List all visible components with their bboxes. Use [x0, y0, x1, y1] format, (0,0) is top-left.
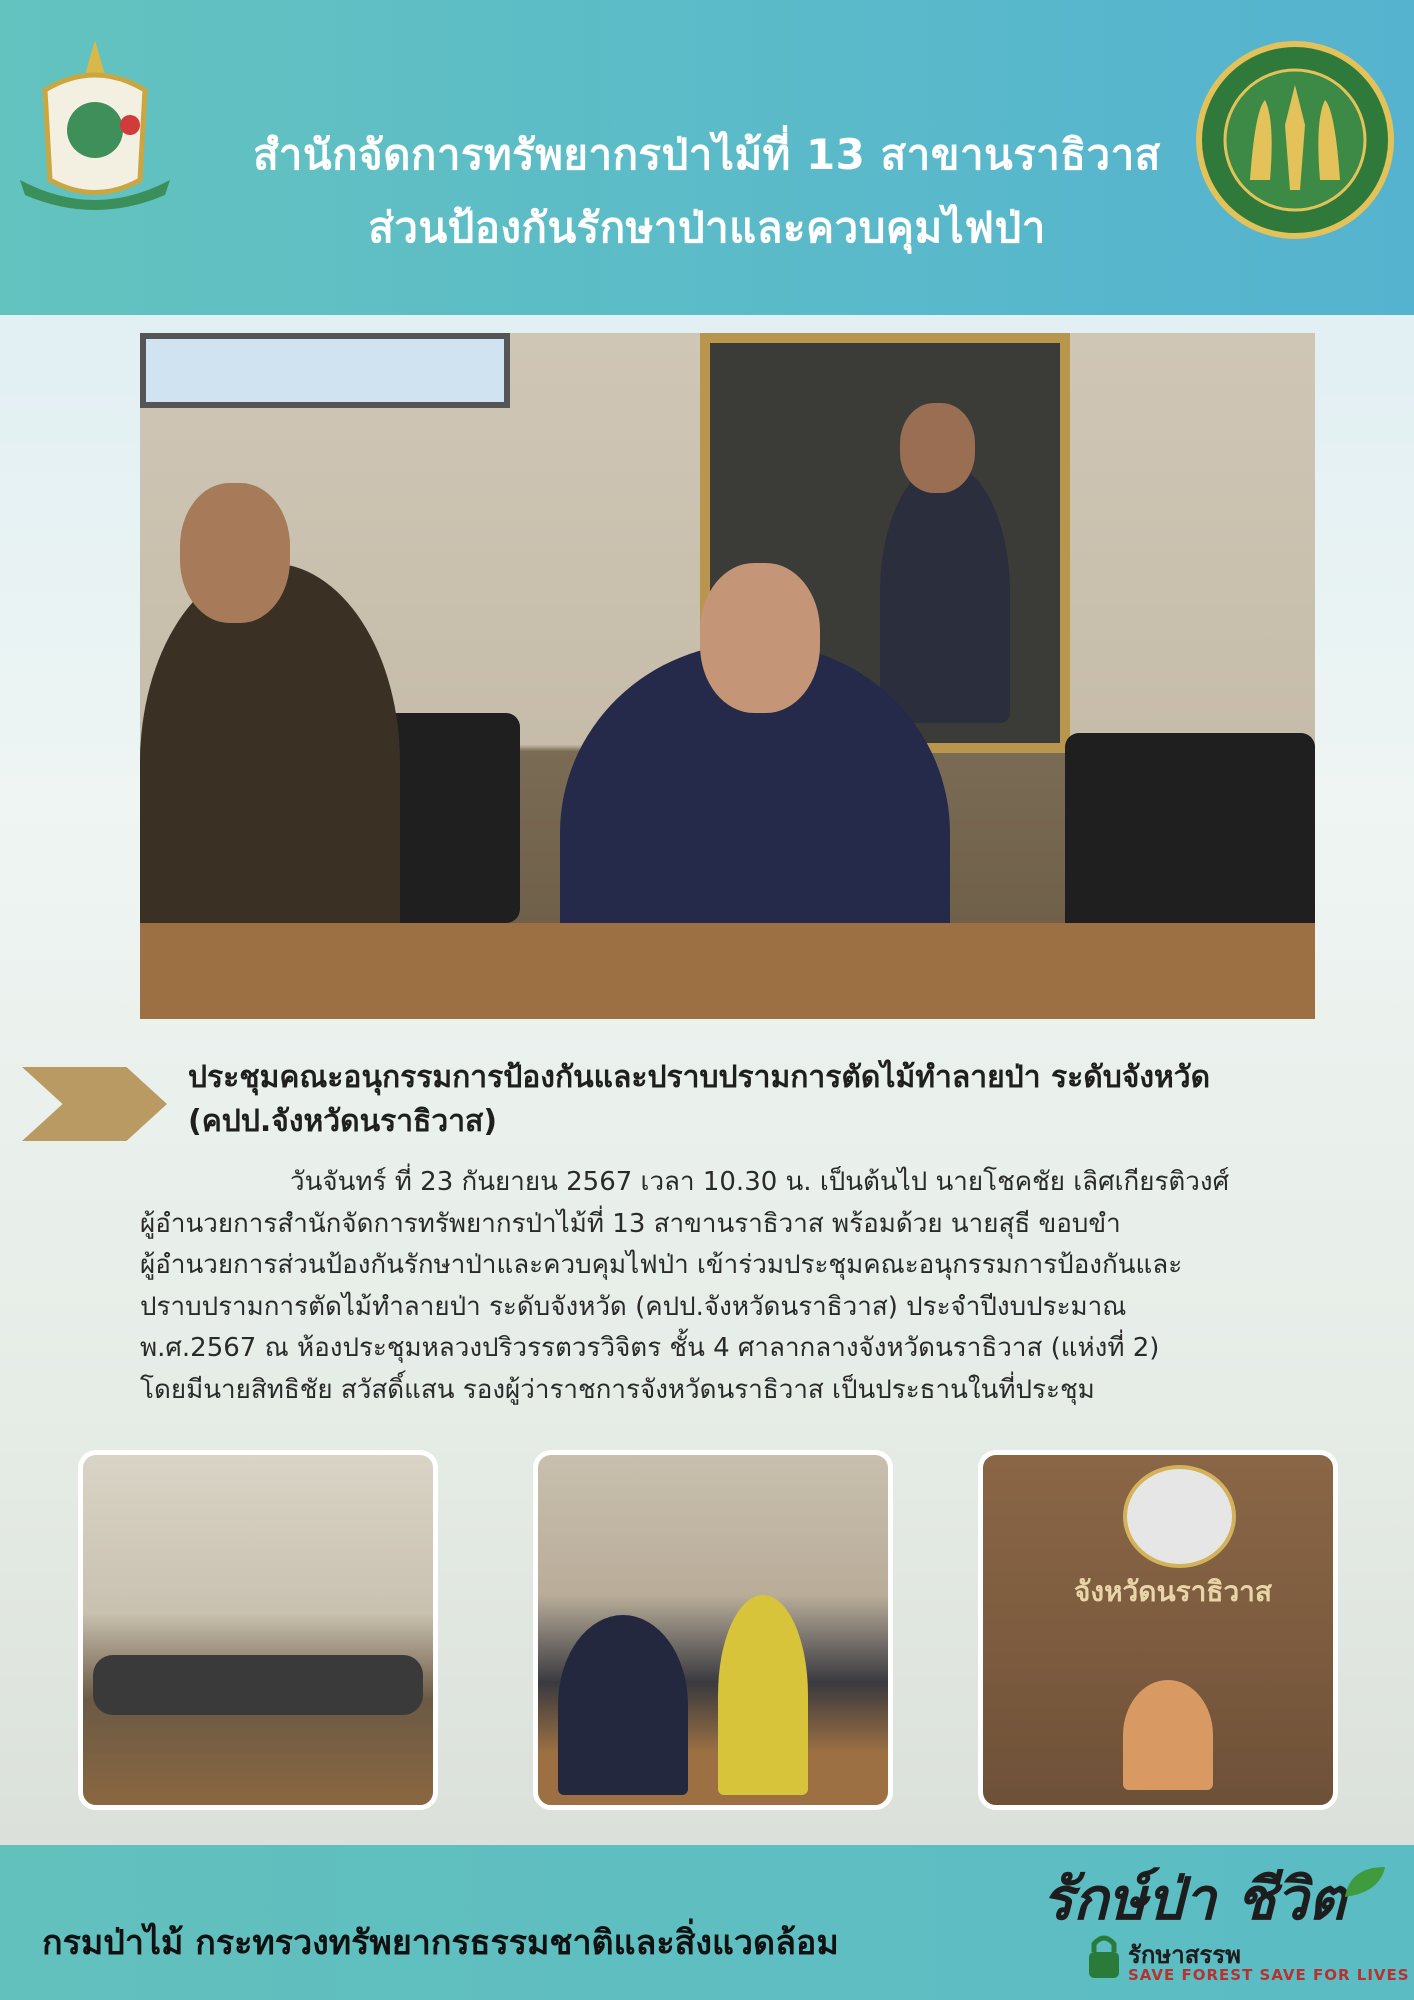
- header-banner: [0, 0, 1414, 315]
- campaign-logo-text: รักษ์ป่า ชีวิต: [1042, 1865, 1346, 1933]
- division-title: ส่วนป้องกันรักษาป่าและควบคุมไฟป่า: [368, 203, 1046, 252]
- body-line: พ.ศ.2567 ณ ห้องประชุมหลวงปริวรรตวรวิจิตร ชั้น 4 ศาลากลางจังหวัดนราธิวาส (แห่งที่ 2): [140, 1333, 1160, 1363]
- chairman-photo: [978, 1450, 1338, 1810]
- lock-icon: [1086, 1932, 1122, 1980]
- article-title: ประชุมคณะอนุกรรมการป้องกันและปราบปรามการตัดไม้ทำลายป่า ระดับจังหวัด (คปป.จังหวัดนราธิวาส): [188, 1060, 1211, 1139]
- meeting-room-photo: [78, 1450, 438, 1810]
- body-line: ผู้อำนวยการส่วนป้องกันรักษาป่าและควบคุมไฟป่า เข้าร่วมประชุมคณะอนุกรรมการป้องกันและ: [140, 1250, 1183, 1280]
- campaign-tagline: SAVE FOREST SAVE FOR LIVES: [1128, 1966, 1410, 1984]
- province-sign: จังหวัดนราธิวาส: [1074, 1575, 1272, 1608]
- footer-org-name: กรมป่าไม้ กระทรวงทรัพยากรธรรมชาติและสิ่งแวดล้อม: [42, 1923, 839, 1963]
- officials-seated-photo: [533, 1450, 893, 1810]
- campaign-logo-subtext: รักษาสรรพ: [1128, 1941, 1241, 1969]
- agency-title: สำนักจัดการทรัพยากรป่าไม้ที่ 13 สาขานราธิวาส: [253, 130, 1161, 179]
- body-line: โดยมีนายสิทธิชัย สวัสดิ์แสน รองผู้ว่าราชการจังหวัดนราธิวาส เป็นประธานในที่ประชุม: [140, 1374, 1095, 1405]
- body-line: วันจันทร์ ที่ 23 กันยายน 2567 เวลา 10.30 น. เป็นต้นไป นายโชคชัย เลิศเกียรติวงศ์: [290, 1167, 1230, 1197]
- article-body: [140, 1162, 1370, 1411]
- main-meeting-photo: [140, 333, 1315, 1019]
- leaf-icon: [1340, 1862, 1390, 1902]
- royal-forest-department-seal-icon: [1195, 40, 1395, 240]
- body-line: ผู้อำนวยการสำนักจัดการทรัพยากรป่าไม้ที่ 13 สาขานราธิวาส พร้อมด้วย นายสุธี ขอบขำ: [140, 1208, 1121, 1239]
- section-chevron-icon: [22, 1067, 167, 1141]
- body-line: ปราบปรามการตัดไม้ทำลายป่า ระดับจังหวัด (คปป.จังหวัดนราธิวาส) ประจำปีงบประมาณ: [140, 1291, 1127, 1322]
- province-emblem-icon: [1123, 1465, 1236, 1568]
- projector-screen: [140, 333, 510, 408]
